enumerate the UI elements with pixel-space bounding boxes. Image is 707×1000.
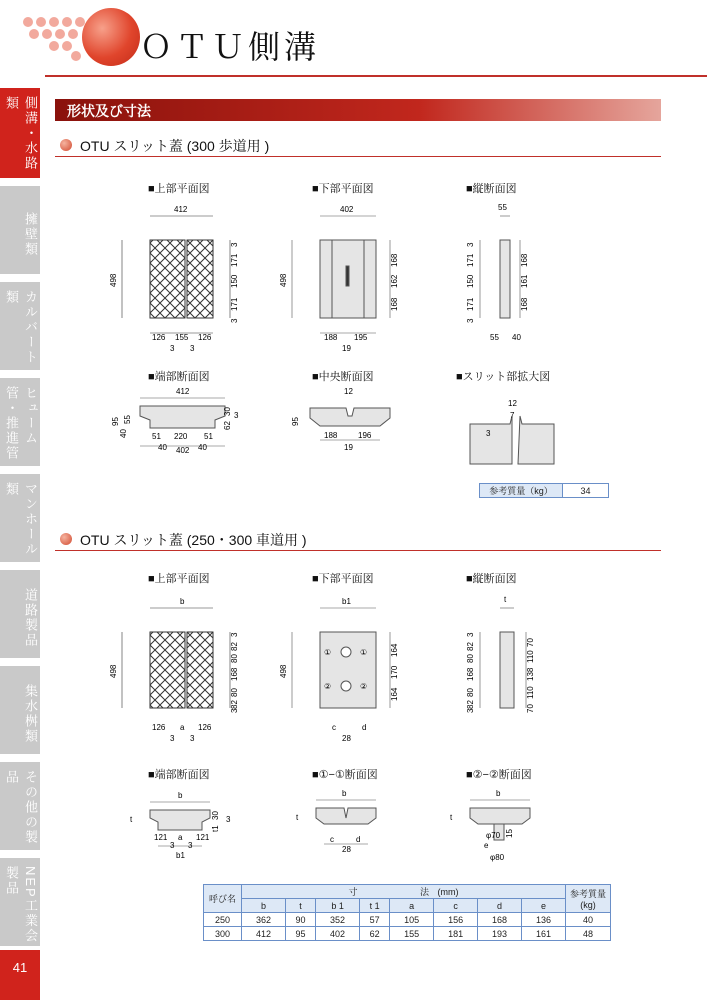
dim2-end-in-0: 121 <box>154 833 168 842</box>
dim-mid-top: 12 <box>344 387 353 396</box>
dim2-lon-right-3: 110 <box>526 686 535 699</box>
fig-label-bottom-plan: ■下部平面図 <box>312 183 374 195</box>
table-col-t1: t 1 <box>360 899 390 913</box>
table-cell: 193 <box>478 927 522 941</box>
dim-lon-right-1: 161 <box>520 274 529 288</box>
table-col-b1: b 1 <box>316 899 360 913</box>
dim-top-gap-1: 3 <box>190 344 195 353</box>
dim2-top-w: b <box>180 597 185 606</box>
dim2-top-seg-1: a <box>180 723 185 732</box>
dim-mid-seg-0: 188 <box>324 431 338 440</box>
dim2-lon-left-4: 80 <box>466 688 475 697</box>
dim-end-r-1: 62 <box>223 421 232 430</box>
dim2-top-side-5: 82 <box>230 700 239 709</box>
table-cell: 168 <box>478 913 522 927</box>
fig2-label-top-plan: ■上部平面図 <box>148 573 210 585</box>
dim2-top-side-6: 3 <box>230 708 239 713</box>
mass-table <box>479 483 609 498</box>
dim-lon-left-3: 171 <box>466 297 475 311</box>
dim-bot-side-2: 168 <box>390 297 399 311</box>
dim-lon-bottom-0: 55 <box>490 333 499 342</box>
mark-1-right: ① <box>360 648 368 657</box>
table-col-d: d <box>478 899 522 913</box>
table-cell: 250 <box>204 913 242 927</box>
dim-bot-side-0: 168 <box>390 253 399 267</box>
dim2-bot-side-1: 170 <box>390 665 399 679</box>
fig2-label-longitudinal: ■縦断面図 <box>466 573 517 585</box>
dim2-top-gap-1: 3 <box>190 734 195 743</box>
sidebar-item-catch-basin[interactable]: 集水桝類 <box>0 666 40 754</box>
dim-lon-right-0: 168 <box>520 253 529 267</box>
fig2-label-section-1: ■①−①断面図 <box>312 769 378 781</box>
table-header-mass-0: 参考質量 <box>569 889 606 899</box>
mass-value: 34 <box>563 484 609 498</box>
dim2-bot-seg-0: c <box>332 723 336 732</box>
dim2-end-gap-0: 3 <box>170 841 175 850</box>
sub2-drawings <box>110 590 670 870</box>
dim2-lon-left-2: 80 <box>466 654 475 663</box>
mass-label: 参考質量（kg） <box>480 484 563 498</box>
mark-1-left: ① <box>324 648 332 657</box>
table-header-dim <box>242 885 566 899</box>
table-cell: 136 <box>521 913 565 927</box>
table-cell: 57 <box>360 913 390 927</box>
slit-detail-drawing <box>470 416 554 464</box>
dim2-s2-w: b <box>496 789 501 798</box>
table-cell: 402 <box>316 927 360 941</box>
fig-label-end-section: ■端部断面図 <box>148 371 210 383</box>
dim2-s2-e: e <box>484 841 489 850</box>
header-divider <box>45 75 707 77</box>
table-col-b: b <box>242 899 286 913</box>
bottom-plan-drawing-2 <box>292 608 390 708</box>
dim2-bot-gap: 28 <box>342 734 351 743</box>
dim-lon-t: 55 <box>498 203 507 212</box>
dim2-s1-t: t <box>296 813 299 822</box>
dim-top-seg-0: 126 <box>152 333 166 342</box>
fig2-label-end-section: ■端部断面図 <box>148 769 210 781</box>
table-col-c: c <box>434 899 478 913</box>
dim2-top-gap-0: 3 <box>170 734 175 743</box>
dim-lon-left-4: 3 <box>466 318 475 323</box>
dim2-end-r-0: 30 <box>211 811 220 820</box>
dim2-lon-left-5: 82 <box>466 700 475 709</box>
dim2-s1-bot: 28 <box>342 845 351 854</box>
sidebar-item-gutter[interactable]: 側溝・水路類 <box>0 88 40 178</box>
table-cell: 155 <box>390 927 434 941</box>
section-title: 形状及び寸法 <box>67 103 151 119</box>
table-cell: 156 <box>434 913 478 927</box>
sidebar-item-retaining-wall[interactable]: 擁壁類 <box>0 186 40 274</box>
dim2-s1-seg-0: c <box>330 835 334 844</box>
dim2-top-side-4: 80 <box>230 688 239 697</box>
dim2-top-h: 498 <box>109 664 118 678</box>
dim-lon-bottom-1: 40 <box>512 333 521 342</box>
fig-label-longitudinal: ■縦断面図 <box>466 183 517 195</box>
dim-end-bot-0: 40 <box>158 443 167 452</box>
table-cell: 161 <box>521 927 565 941</box>
dim-slit-top: 12 <box>508 399 517 408</box>
dim-lon-right-2: 168 <box>520 297 529 311</box>
table-header-mass-1: (kg) <box>580 900 596 910</box>
dim2-lon-left-1: 82 <box>466 642 475 651</box>
table-cell: 105 <box>390 913 434 927</box>
dim2-top-side-3: 168 <box>230 667 239 681</box>
dim2-s2-phi80: φ80 <box>490 853 505 862</box>
table-cell: 181 <box>434 927 478 941</box>
dim2-lon-right-2: 138 <box>526 667 535 681</box>
dim2-bot-w: b1 <box>342 597 351 606</box>
dim-top-side-3: 171 <box>230 297 239 311</box>
table-header-mass <box>566 885 611 913</box>
table-row <box>204 913 611 927</box>
table-header-dim-1: 法 <box>420 887 430 897</box>
dim-top-side-0: 3 <box>230 242 239 247</box>
dim2-end-t: t <box>130 815 133 824</box>
top-plan-drawing <box>122 216 230 333</box>
fig2-label-bottom-plan: ■下部平面図 <box>312 573 374 585</box>
dim2-top-side-1: 82 <box>230 642 239 651</box>
mark-2-left: ② <box>324 682 332 691</box>
dim2-s2-15: 15 <box>505 829 514 838</box>
dim-mid-seg-1: 196 <box>358 431 372 440</box>
dim2-end-in-2: 121 <box>196 833 210 842</box>
dim2-lon-right-4: 70 <box>526 704 535 713</box>
table-row <box>204 927 611 941</box>
dim2-end-bot: b1 <box>176 851 185 860</box>
section-1-drawing <box>316 800 376 844</box>
dim-top-w: 412 <box>174 205 188 214</box>
dim2-end-r-1: t1 <box>211 825 220 832</box>
dim-end-r-0: 30 <box>223 407 232 416</box>
table-cell: 90 <box>285 913 315 927</box>
bullet-icon <box>60 139 72 151</box>
table-cell: 40 <box>566 913 611 927</box>
dim2-top-seg-0: 126 <box>152 723 166 732</box>
table-cell: 62 <box>360 927 390 941</box>
sidebar <box>0 88 40 1000</box>
dim-bot-side-1: 162 <box>390 274 399 288</box>
dim-end-bot-2: 40 <box>198 443 207 452</box>
center-section-drawing <box>310 408 390 440</box>
dim2-bot-seg-1: d <box>362 723 367 732</box>
bullet-icon <box>60 533 72 545</box>
table-cell: 412 <box>242 927 286 941</box>
dim2-end-in-1: a <box>178 833 183 842</box>
dim2-end-r-2: 3 <box>226 815 231 824</box>
table-cell: 95 <box>285 927 315 941</box>
page-number: 41 <box>0 950 40 1000</box>
table-header-name: 呼び名 <box>204 885 242 913</box>
table-cell: 48 <box>566 927 611 941</box>
dim-end-in-0: 51 <box>152 432 161 441</box>
sidebar-item-road[interactable]: 道路製品 <box>0 570 40 658</box>
dim-top-h: 498 <box>109 273 118 287</box>
table-header-dim-2: (mm) <box>437 887 459 897</box>
table-cell: 362 <box>242 913 286 927</box>
dim2-lon-t: t <box>504 595 507 604</box>
longitudinal-drawing-2 <box>480 608 526 708</box>
dim-bot-gap: 19 <box>342 344 351 353</box>
sub2-divider <box>55 550 661 551</box>
dim-end-bot-1: 402 <box>176 446 190 455</box>
fig-label-center-section: ■中央断面図 <box>312 371 374 383</box>
dim-bot-h: 498 <box>279 273 288 287</box>
dim-mid-bot: 19 <box>344 443 353 452</box>
dim2-lon-left-6: 3 <box>466 708 475 713</box>
table-cell: 352 <box>316 913 360 927</box>
sidebar-item-other[interactable]: その他の製品 <box>0 762 40 850</box>
dim-lon-left-1: 171 <box>466 253 475 267</box>
dim-end-h-1: 40 <box>119 429 128 438</box>
fig2-label-section-2: ■②−②断面図 <box>466 769 532 781</box>
spec-table <box>203 884 611 941</box>
dim-end-h-0: 95 <box>111 417 120 426</box>
dim-bot-w: 402 <box>340 205 354 214</box>
sidebar-item-hume-pipe[interactable]: ヒューム管・推進管 <box>0 378 40 466</box>
sub2-title: OTU スリット蓋 (250・300 車道用 ) <box>80 532 307 548</box>
dim-top-side-2: 150 <box>230 274 239 288</box>
dim2-s1-seg-1: d <box>356 835 361 844</box>
dim-end-w: 412 <box>176 387 190 396</box>
dim2-bot-side-2: 164 <box>390 687 399 701</box>
top-plan-drawing-2 <box>122 608 230 708</box>
dim2-lon-left-0: 3 <box>466 632 475 637</box>
dim-slit-s: 3 <box>486 429 491 438</box>
dim2-s1-w: b <box>342 789 347 798</box>
fig-label-top-plan: ■上部平面図 <box>148 183 210 195</box>
sidebar-item-nep[interactable]: NEP工業会製品 <box>0 858 40 946</box>
sub1-drawings <box>110 198 670 503</box>
sub1-title: OTU スリット蓋 (300 歩道用 ) <box>80 138 270 154</box>
dim2-end-gap-1: 3 <box>188 841 193 850</box>
dim-end-in-2: 51 <box>204 432 213 441</box>
dim2-bot-h: 498 <box>279 664 288 678</box>
dim-top-seg-1: 155 <box>175 333 189 342</box>
bottom-plan-drawing <box>292 216 390 333</box>
dim2-s2-t: t <box>450 813 453 822</box>
dim-top-seg-2: 126 <box>198 333 212 342</box>
dim2-top-side-2: 80 <box>230 654 239 663</box>
dim2-end-w: b <box>178 791 183 800</box>
table-col-e: e <box>521 899 565 913</box>
table-header-dim-0: 寸 <box>348 887 358 897</box>
dim-lon-left-2: 150 <box>466 274 475 288</box>
dim-top-side-1: 171 <box>230 253 239 267</box>
dim-end-r-2: 3 <box>234 411 239 420</box>
logo-circle <box>82 8 140 66</box>
dim-bot-seg-1: 195 <box>354 333 368 342</box>
dim-top-side-4: 3 <box>230 318 239 323</box>
dim2-lon-left-3: 168 <box>466 667 475 681</box>
dim-lon-left-0: 3 <box>466 242 475 247</box>
dim-end-h-2: 55 <box>123 415 132 424</box>
dim2-top-seg-2: 126 <box>198 723 212 732</box>
dim-end-in-1: 220 <box>174 432 188 441</box>
longitudinal-drawing <box>480 216 520 318</box>
sidebar-item-culvert[interactable]: カルバート類 <box>0 282 40 370</box>
sidebar-item-manhole[interactable]: マンホール類 <box>0 474 40 562</box>
dim2-top-side-0: 3 <box>230 632 239 637</box>
dim2-bot-side-0: 164 <box>390 643 399 657</box>
table-col-a: a <box>390 899 434 913</box>
dim-bot-seg-0: 188 <box>324 333 338 342</box>
dim-slit-in: 7 <box>510 411 515 420</box>
dim2-s2-phi: φ70 <box>486 831 501 840</box>
page-title: ＯＴＵ側溝 <box>140 29 321 65</box>
sub1-divider <box>55 156 661 157</box>
mark-2-right: ② <box>360 682 368 691</box>
dim-top-gap-0: 3 <box>170 344 175 353</box>
dim-mid-h: 95 <box>291 417 300 426</box>
dim2-lon-right-0: 70 <box>526 638 535 647</box>
fig-label-slit-detail: ■スリット部拡大図 <box>456 371 551 383</box>
table-col-t: t <box>285 899 315 913</box>
dim2-lon-right-1: 110 <box>526 650 535 663</box>
table-cell: 300 <box>204 927 242 941</box>
